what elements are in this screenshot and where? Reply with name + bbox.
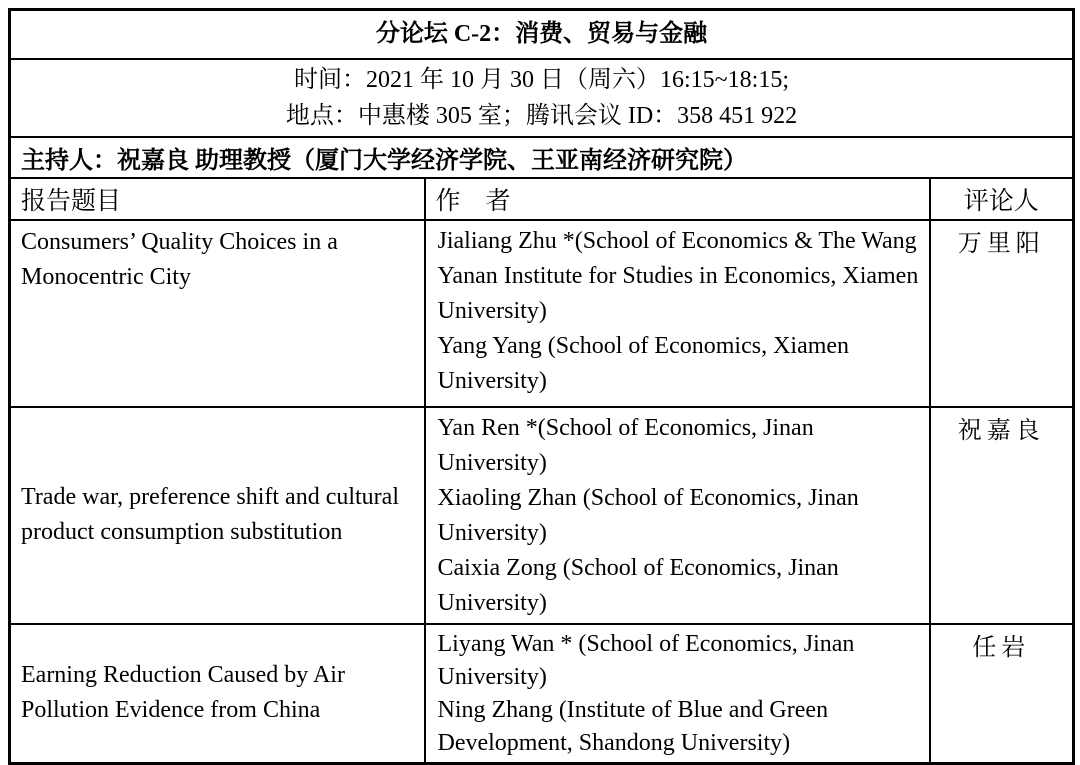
author-entry: Yang Yang (School of Economics, Xiamen University) <box>437 332 850 394</box>
col-header-title: 报告题目 <box>10 178 425 220</box>
column-header-row <box>10 178 1074 220</box>
paper-row <box>10 407 1074 624</box>
host-row <box>10 137 1074 178</box>
time-location-row <box>10 59 1074 137</box>
discussant-name: 祝嘉良 <box>930 407 1074 624</box>
paper-title: Trade war, preference shift and cultural product consumption substitution <box>10 407 425 624</box>
session-location: 地点：中惠楼 305 室；腾讯会议 ID：358 451 922 <box>285 102 798 129</box>
col-header-discussant: 评论人 <box>930 178 1074 220</box>
session-table <box>8 8 1075 765</box>
col-header-authors: 作 者 <box>425 178 930 220</box>
paper-title: Earning Reduction Caused by Air Pollution Evidence from China <box>10 624 425 764</box>
author-entry: Liyang Wan * (School of Economics, Jinan University) <box>437 630 855 690</box>
author-entry: Jialiang Zhu *(School of Economics & The Wang Yanan Institute for Studies in Economics, Xiamen University) <box>437 227 919 324</box>
paper-row <box>10 624 1074 764</box>
paper-row <box>10 220 1074 407</box>
paper-authors <box>425 407 930 624</box>
session-title: 分论坛 C-2：消费、贸易与金融 <box>10 10 1074 59</box>
session-time: 时间：2021 年 10 月 30 日（周六）16:15~18:15; <box>294 66 789 93</box>
session-host: 主持人：祝嘉良 助理教授（厦门大学经济学院、王亚南经济研究院） <box>10 137 1074 178</box>
author-entry: Ning Zhang (Institute of Blue and Green Development, Shandong University) <box>437 696 829 756</box>
paper-title: Consumers’ Quality Choices in a Monocentric City <box>10 220 425 407</box>
session-title-row <box>10 10 1074 59</box>
discussant-name: 万里阳 <box>930 220 1074 407</box>
author-entry: Caixia Zong (School of Economics, Jinan University) <box>437 554 839 616</box>
author-entry: Xiaoling Zhan (School of Economics, Jinan University) <box>437 484 859 546</box>
paper-authors <box>425 624 930 764</box>
author-entry: Yan Ren *(School of Economics, Jinan University) <box>437 414 814 476</box>
time-location-cell <box>10 59 1074 137</box>
discussant-name: 任岩 <box>930 624 1074 764</box>
paper-authors <box>425 220 930 407</box>
